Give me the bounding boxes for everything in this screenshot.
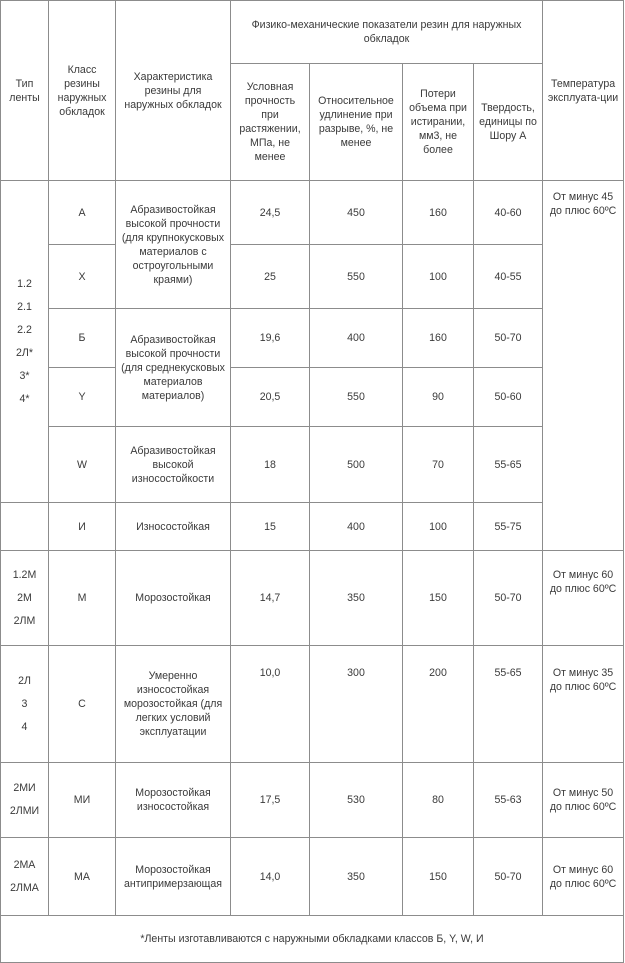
elongation-cell: 450 <box>310 181 403 245</box>
hardness-cell: 55-63 <box>474 763 543 838</box>
strength-cell: 14,0 <box>231 838 310 916</box>
abrasion-cell: 100 <box>403 503 474 551</box>
type-cell: 2МА 2ЛМА <box>1 838 49 916</box>
class-cell: Х <box>49 245 116 309</box>
characteristic-cell: Морозостойкая <box>116 551 231 646</box>
characteristic-cell: Абразивостойкая высокой прочности (для крупнокусковых материалов с остроугольными краями) <box>116 181 231 309</box>
header-abrasion: Потери объема при истирании, мм3, не более <box>403 64 474 181</box>
strength-cell: 14,7 <box>231 551 310 646</box>
header-class: Класс резины наружных обкладок <box>49 1 116 181</box>
abrasion-cell: 70 <box>403 427 474 503</box>
header-group-title: Физико-механические показатели резин для наружных обкладок <box>231 1 543 64</box>
strength-cell: 20,5 <box>231 368 310 427</box>
hardness-cell: 50-70 <box>474 838 543 916</box>
class-cell: W <box>49 427 116 503</box>
class-cell: М <box>49 551 116 646</box>
header-elongation: Относительное удлинение при разрыве, %, не менее <box>310 64 403 181</box>
class-cell: МА <box>49 838 116 916</box>
table-row <box>1 763 624 838</box>
abrasion-cell: 160 <box>403 309 474 368</box>
elongation-cell: 300 <box>310 646 403 763</box>
elongation-cell: 350 <box>310 838 403 916</box>
characteristic-cell: Абразивостойкая высокой прочности (для среднекусковых материалов материалов) <box>116 309 231 427</box>
type-cell-empty <box>1 503 49 551</box>
hardness-cell: 40-60 <box>474 181 543 245</box>
abrasion-cell: 150 <box>403 838 474 916</box>
strength-cell: 19,6 <box>231 309 310 368</box>
hardness-cell: 50-70 <box>474 551 543 646</box>
temperature-cell: От минус 35 до плюс 60ºС <box>543 646 624 763</box>
strength-cell: 17,5 <box>231 763 310 838</box>
characteristic-cell: Износостойкая <box>116 503 231 551</box>
characteristic-cell: Умеренно износостойкая морозостойкая (для легких условий эксплуатации <box>116 646 231 763</box>
elongation-cell: 400 <box>310 309 403 368</box>
type-cell: 1.2 2.1 2.2 2Л* 3* 4* <box>1 181 49 503</box>
elongation-cell: 550 <box>310 245 403 309</box>
table-row <box>1 181 624 245</box>
characteristic-cell: Морозостойкая антипримерзающая <box>116 838 231 916</box>
table-row <box>1 309 624 368</box>
temperature-cell: От минус 60 до плюс 60ºС <box>543 838 624 916</box>
table-row <box>1 646 624 763</box>
abrasion-cell: 150 <box>403 551 474 646</box>
header-strength: Условная прочность при растяжении, МПа, не менее <box>231 64 310 181</box>
table-row <box>1 838 624 916</box>
class-cell: Y <box>49 368 116 427</box>
footnote: *Ленты изготавливаются с наружными обкладками классов Б, Y, W, И <box>1 916 624 963</box>
type-cell: 2МИ 2ЛМИ <box>1 763 49 838</box>
class-cell: И <box>49 503 116 551</box>
temperature-cell: От минус 50 до плюс 60ºС <box>543 763 624 838</box>
hardness-cell: 40-55 <box>474 245 543 309</box>
strength-cell: 18 <box>231 427 310 503</box>
abrasion-cell: 80 <box>403 763 474 838</box>
header-hardness: Твердость, единицы по Шору А <box>474 64 543 181</box>
abrasion-cell: 160 <box>403 181 474 245</box>
temperature-cell: От минус 60 до плюс 60ºС <box>543 551 624 646</box>
hardness-cell: 55-65 <box>474 427 543 503</box>
table-row <box>1 503 624 551</box>
elongation-cell: 530 <box>310 763 403 838</box>
hardness-cell: 55-65 <box>474 646 543 763</box>
class-cell: Б <box>49 309 116 368</box>
abrasion-cell: 200 <box>403 646 474 763</box>
class-cell: С <box>49 646 116 763</box>
characteristic-cell: Абразивостойкая высокой износостойкости <box>116 427 231 503</box>
elongation-cell: 500 <box>310 427 403 503</box>
table-row <box>1 368 624 427</box>
header-temperature: Температура эксплуата-ции <box>543 1 624 181</box>
table-row <box>1 551 624 646</box>
class-cell: А <box>49 181 116 245</box>
type-cell: 1.2М 2М 2ЛМ <box>1 551 49 646</box>
strength-cell: 25 <box>231 245 310 309</box>
footnote-row <box>1 916 624 963</box>
strength-cell: 10,0 <box>231 646 310 763</box>
header-characteristic: Характеристика резины для наружных обкладок <box>116 1 231 181</box>
elongation-cell: 400 <box>310 503 403 551</box>
abrasion-cell: 90 <box>403 368 474 427</box>
strength-cell: 24,5 <box>231 181 310 245</box>
hardness-cell: 55-75 <box>474 503 543 551</box>
hardness-cell: 50-70 <box>474 309 543 368</box>
characteristic-cell: Морозостойкая износостойкая <box>116 763 231 838</box>
temperature-cell: От минус 45 до плюс 60ºС <box>543 181 624 551</box>
abrasion-cell: 100 <box>403 245 474 309</box>
header-type: Тип ленты <box>1 1 49 181</box>
hardness-cell: 50-60 <box>474 368 543 427</box>
table-row <box>1 245 624 309</box>
elongation-cell: 350 <box>310 551 403 646</box>
elongation-cell: 550 <box>310 368 403 427</box>
class-cell: МИ <box>49 763 116 838</box>
strength-cell: 15 <box>231 503 310 551</box>
table-row <box>1 427 624 503</box>
type-cell: 2Л 3 4 <box>1 646 49 763</box>
